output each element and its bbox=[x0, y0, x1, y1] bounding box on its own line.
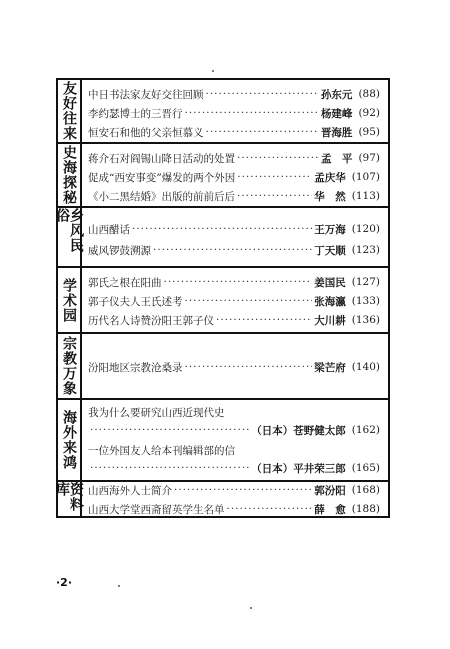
toc-entry[interactable] bbox=[88, 482, 380, 498]
entry-page: (168) bbox=[351, 484, 380, 496]
toc-entry[interactable] bbox=[88, 274, 380, 290]
leader-dots bbox=[227, 503, 313, 515]
toc-entry[interactable] bbox=[88, 124, 380, 140]
section-label: 史海探秘 bbox=[58, 144, 82, 206]
entry-page: (188) bbox=[351, 503, 380, 515]
entry-page: (120) bbox=[351, 223, 380, 235]
page-number: ·2· bbox=[56, 576, 73, 589]
entry-title: 郭氏之根在阳曲 bbox=[88, 276, 162, 289]
entry-page: (95) bbox=[358, 126, 380, 138]
entry-title: 山西大学堂西斋留英学生名单 bbox=[88, 503, 225, 516]
table-of-contents bbox=[56, 78, 390, 518]
toc-entry[interactable] bbox=[88, 312, 380, 328]
scan-speck bbox=[212, 70, 214, 72]
leader-dots bbox=[206, 126, 319, 138]
entry-title: 历代名人诗赞汾阳王郭子仪 bbox=[88, 314, 214, 327]
toc-entry[interactable] bbox=[88, 442, 380, 458]
entry-author: 张海瀛 bbox=[314, 295, 346, 308]
toc-entry[interactable] bbox=[88, 242, 380, 258]
entry-author: （日本）平井荣三郎 bbox=[251, 462, 346, 475]
entry-page: (92) bbox=[358, 107, 380, 119]
section-label: 乡风民俗 bbox=[58, 208, 82, 266]
toc-entry[interactable] bbox=[88, 359, 380, 375]
leader-dots bbox=[237, 152, 319, 164]
toc-entry[interactable] bbox=[88, 293, 380, 309]
entry-title: 郭子仪夫人王氏述考 bbox=[88, 295, 183, 308]
toc-entry[interactable] bbox=[88, 221, 380, 237]
entry-page: (107) bbox=[351, 171, 380, 183]
entry-title: 威风锣鼓溯源 bbox=[88, 244, 151, 257]
entry-title: 中日书法家友好交往回顾 bbox=[88, 88, 204, 101]
leader-dots bbox=[237, 190, 312, 202]
entry-page: (127) bbox=[351, 276, 380, 288]
entry-title: 蒋介石对阎锡山降日活动的处置 bbox=[88, 152, 235, 165]
entry-author: 大川耕 bbox=[314, 314, 346, 327]
toc-entry[interactable] bbox=[88, 188, 380, 204]
entry-author: 孟 平 bbox=[320, 152, 353, 165]
entry-page: (165) bbox=[351, 462, 380, 474]
section-history-secrets bbox=[58, 144, 388, 208]
leader-dots bbox=[185, 361, 313, 373]
entry-page: (113) bbox=[351, 190, 380, 202]
leader-dots bbox=[237, 171, 312, 183]
entry-page: (88) bbox=[358, 88, 380, 100]
toc-entry[interactable] bbox=[88, 86, 380, 102]
entry-title: 山西醋话 bbox=[88, 223, 130, 236]
entry-author: 郭汾阳 bbox=[314, 484, 346, 497]
section-overseas-letters bbox=[58, 400, 388, 482]
section-label: 友好往来 bbox=[58, 80, 82, 142]
toc-entry-continuation[interactable] bbox=[88, 422, 380, 438]
entry-title: 恒安石和他的父亲恒慕义 bbox=[88, 126, 204, 139]
section-label: 学术园 bbox=[58, 268, 82, 332]
entry-title: 李约瑟博士的三晋行 bbox=[88, 107, 183, 120]
leader-dots bbox=[132, 223, 312, 235]
entry-title: 《小二黑结婚》出版的前前后后 bbox=[88, 190, 235, 203]
leader-dots bbox=[174, 484, 312, 496]
section-archive bbox=[54, 482, 388, 518]
entry-page: (133) bbox=[351, 295, 380, 307]
toc-entry[interactable] bbox=[88, 404, 380, 420]
leader-dots bbox=[185, 295, 313, 307]
entry-author: 杨建峰 bbox=[320, 107, 353, 120]
scan-speck bbox=[118, 585, 120, 587]
leader-dots bbox=[90, 462, 249, 474]
entry-author: 孙东元 bbox=[320, 88, 353, 101]
entry-author: 丁天顺 bbox=[314, 244, 346, 257]
leader-dots bbox=[90, 424, 249, 436]
toc-entry[interactable] bbox=[88, 169, 380, 185]
leader-dots bbox=[153, 244, 312, 256]
entry-page: (123) bbox=[351, 244, 380, 256]
entry-title: 我为什么要研究山西近现代史 bbox=[88, 406, 225, 419]
section-label: 海外来鸿 bbox=[58, 400, 82, 480]
entry-author: 王万海 bbox=[314, 223, 346, 236]
entry-page: (162) bbox=[351, 424, 380, 436]
entry-title: 汾阳地区宗教沧桑录 bbox=[88, 361, 183, 374]
entry-title: 一位外国友人给本刊编辑部的信 bbox=[88, 444, 235, 457]
toc-entry-continuation[interactable] bbox=[88, 460, 380, 476]
entry-title: 山西海外人士简介 bbox=[88, 484, 172, 497]
entry-page: (97) bbox=[358, 152, 380, 164]
section-folk-customs bbox=[54, 208, 388, 268]
entry-author: （日本）苍野健太郎 bbox=[251, 424, 346, 437]
toc-entry[interactable] bbox=[88, 105, 380, 121]
entry-author: 姜国民 bbox=[314, 276, 346, 289]
entry-author: 晋海胜 bbox=[320, 126, 353, 139]
entry-author: 薛 愈 bbox=[314, 503, 346, 516]
entry-title: 促成“西安事变”爆发的两个外因 bbox=[88, 171, 236, 184]
section-academic-garden bbox=[58, 268, 388, 334]
entry-author: 梁芒府 bbox=[314, 361, 346, 374]
leader-dots bbox=[164, 276, 313, 288]
leader-dots bbox=[216, 314, 312, 326]
entry-author: 华 然 bbox=[314, 190, 346, 203]
entry-page: (136) bbox=[351, 314, 380, 326]
section-label: 资料库 bbox=[58, 482, 82, 518]
toc-entry[interactable] bbox=[88, 501, 380, 517]
section-religion bbox=[58, 334, 388, 400]
scan-speck bbox=[250, 607, 252, 609]
section-label: 宗教万象 bbox=[58, 334, 82, 398]
entry-page: (140) bbox=[351, 361, 380, 373]
section-friendly-exchanges bbox=[58, 80, 388, 144]
toc-entry[interactable] bbox=[88, 150, 380, 166]
leader-dots bbox=[185, 107, 319, 119]
entry-author: 孟庆华 bbox=[314, 171, 346, 184]
leader-dots bbox=[206, 88, 319, 100]
